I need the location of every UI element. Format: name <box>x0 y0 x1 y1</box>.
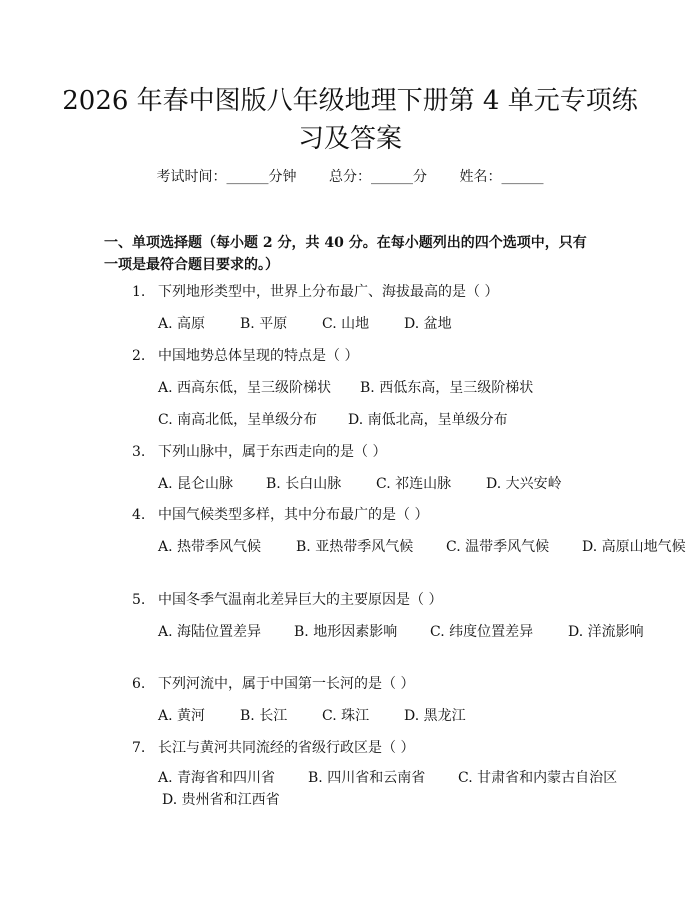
question-6-options <box>158 706 598 726</box>
option-a: A. 热带季风气候 <box>158 539 262 555</box>
exam-info-line <box>0 168 700 186</box>
option-a: A. 高原 <box>158 316 206 332</box>
question-number: 6. <box>132 676 146 692</box>
question-number: 3. <box>132 444 146 460</box>
question-5 <box>132 590 592 610</box>
question-text: 中国地势总体呈现的特点是（ ） <box>158 348 359 364</box>
option-b: B. 长江 <box>240 708 288 724</box>
option-a: A. 黄河 <box>158 708 206 724</box>
option-d: D. 黑龙江 <box>404 708 466 724</box>
option-b: B. 亚热带季风气候 <box>296 539 414 555</box>
option-b: B. 西低东高，呈三级阶梯状 <box>360 380 534 396</box>
question-7-options-row-1 <box>158 768 618 788</box>
question-text: 下列河流中，属于中国第一长河的是（ ） <box>158 676 415 692</box>
question-text: 中国气候类型多样，其中分布最广的是（ ） <box>158 507 429 523</box>
question-3 <box>132 442 592 462</box>
question-1 <box>132 282 592 302</box>
option-c: C. 祁连山脉 <box>376 476 452 492</box>
question-3-options <box>158 474 598 494</box>
question-number: 1. <box>132 284 146 300</box>
question-number: 5. <box>132 592 146 608</box>
question-7 <box>132 738 592 758</box>
question-4 <box>132 505 592 525</box>
option-d: D. 盆地 <box>404 316 452 332</box>
question-2-options-row-2 <box>158 410 598 430</box>
total-score-field: 总分：______分 <box>329 169 427 185</box>
option-c: C. 温带季风气候 <box>446 539 550 555</box>
question-5-options <box>104 619 644 645</box>
option-d: D. 大兴安岭 <box>486 476 562 492</box>
question-number: 7. <box>132 740 146 756</box>
question-6 <box>132 674 592 694</box>
option-a: A. 青海省和四川省 <box>158 770 276 786</box>
question-text: 下列山脉中，属于东西走向的是（ ） <box>158 444 387 460</box>
question-2-options-row-1 <box>158 378 598 398</box>
exam-time-field: 考试时间：______分钟 <box>156 169 297 185</box>
option-b: B. 长白山脉 <box>266 476 342 492</box>
option-d: D. 洋流影响 <box>568 624 644 640</box>
question-number: 2. <box>132 348 146 364</box>
option-d: D. 贵州省和江西省 <box>162 792 280 808</box>
option-b: B. 平原 <box>240 316 288 332</box>
question-text: 中国冬季气温南北差异巨大的主要原因是（ ） <box>158 592 443 608</box>
option-a: A. 昆仑山脉 <box>158 476 234 492</box>
question-2 <box>132 346 592 366</box>
question-number: 4. <box>132 507 146 523</box>
question-text: 下列地形类型中，世界上分布最广、海拔最高的是（ ） <box>158 284 499 300</box>
section-heading: 一、单项选择题（每小题 2 分，共 40 分。在每小题列出的四个选项中，只有一项是最符合题目要求的。） <box>104 235 587 273</box>
option-b: B. 地形因素影响 <box>294 624 398 640</box>
question-1-options <box>158 314 598 334</box>
option-d: D. 南低北高，呈单级分布 <box>348 412 508 428</box>
document-title: 2026 年春中图版八年级地理下册第 4 单元专项练习及答案 <box>62 86 638 154</box>
option-d: D. 高原山地气候 <box>582 539 686 555</box>
question-4-options <box>104 534 686 560</box>
option-c: C. 甘肃省和内蒙古自治区 <box>458 770 618 786</box>
option-c: C. 纬度位置差异 <box>430 624 534 640</box>
student-name-field: 姓名：______ <box>459 169 544 185</box>
option-a: A. 西高东低，呈三级阶梯状 <box>158 380 332 396</box>
question-text: 长江与黄河共同流经的省级行政区是（ ） <box>158 740 415 756</box>
question-7-options-row-2 <box>162 790 602 810</box>
option-c: C. 山地 <box>322 316 370 332</box>
option-a: A. 海陆位置差异 <box>158 624 262 640</box>
option-b: B. 四川省和云南省 <box>308 770 426 786</box>
option-c: C. 珠江 <box>322 708 370 724</box>
option-c: C. 南高北低，呈单级分布 <box>158 412 318 428</box>
